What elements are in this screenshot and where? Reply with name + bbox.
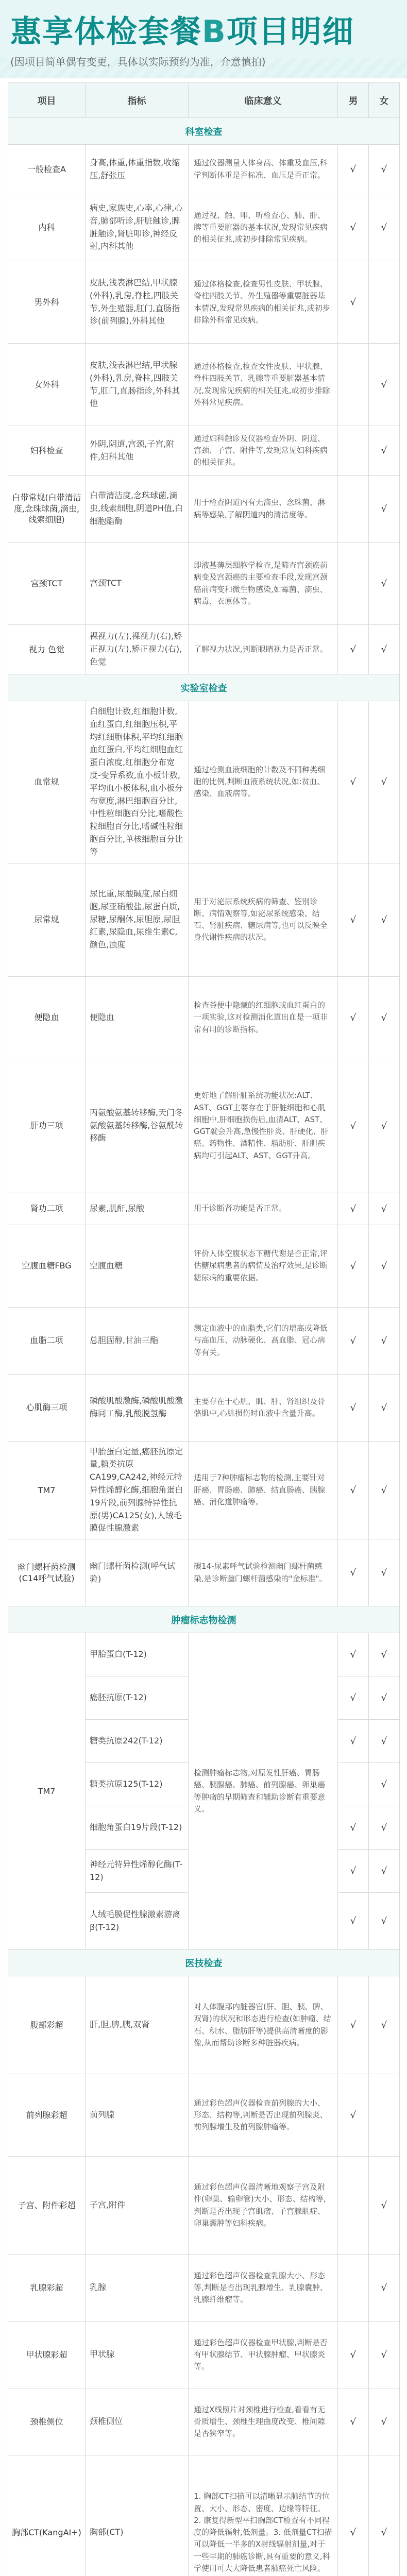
- item-indicator: 白细胞计数,红细胞计数,血红蛋白,红细胞压积,平均红细胞体积,平均红细胞血红蛋白,平均红细胞血红蛋白浓度,红细胞分布宽度-变异系数,血小板计数,平均血小板体积,血小板分布宽度,淋巴细胞百分比,中性粒细胞百分比,嗜酸性粒细胞百分比,嗜碱性粒细胞百分比,单核细胞百分比等: [86, 701, 189, 863]
- table-row: [8, 426, 400, 476]
- female-check: √: [369, 2388, 400, 2455]
- table-row: [8, 1539, 400, 1606]
- item-indicator: 病史,家族史,心率,心律,心音,肺部听诊,肝脏触诊,脾脏触诊,肾脏叩诊,神经反射,内科其他: [86, 194, 189, 261]
- section-label: 实验室检查: [8, 674, 400, 701]
- table-row: [8, 625, 400, 674]
- female-check: √: [369, 194, 400, 261]
- item-meaning: 检测肿瘤标志物,对原发性肝癌、胃肠癌、胰腺癌、肺癌、前列腺癌、卵巢癌等肿瘤的早期筛查和辅助诊断有重要意义。: [189, 1633, 338, 1950]
- male-check: √: [338, 194, 369, 261]
- male-check: √: [338, 1059, 369, 1193]
- section-label: 医技检查: [8, 1950, 400, 1976]
- table-row: [8, 976, 400, 1059]
- item-name: 前列腺彩超: [8, 2074, 86, 2157]
- item-indicator: 宫颈TCT: [86, 543, 189, 625]
- male-check: √: [338, 1225, 369, 1307]
- item-indicator: 总胆固醇,甘油三酯: [86, 1307, 189, 1374]
- table-row: [8, 261, 400, 344]
- item-name: 子宫、附件彩超: [8, 2157, 86, 2255]
- item-name: 男外科: [8, 261, 86, 344]
- male-check: [338, 426, 369, 476]
- item-meaning: 通过体格检查,检查男性皮肤、甲状腺、脊柱四肢关节、外生殖器等重要脏器基本情况,发现常见疾病的相关征兆,或初步排除外科常见疾病。: [189, 261, 338, 344]
- female-check: √: [369, 1763, 400, 1806]
- female-check: √: [369, 145, 400, 194]
- table-row: [8, 344, 400, 426]
- male-check: √: [338, 2321, 369, 2388]
- male-check: √: [338, 1441, 369, 1539]
- male-check: √: [338, 863, 369, 976]
- male-check: [338, 2255, 369, 2321]
- item-name: 血脂二项: [8, 1307, 86, 1374]
- item-meaning: 通过视、触、叩、听检查心、肺、肝、脾等重要脏器的基本状况,发现常见疾病的相关征兆,或初步排除常见疾病。: [189, 194, 338, 261]
- item-meaning: 即液基薄层细胞学检查,是筛查宫颈癌前病变及宫颈癌的主要检查手段,发现宫颈癌前病变和微生物感染,如霉菌、滴虫、病毒、衣原体等。: [189, 543, 338, 625]
- item-indicator: 便隐血: [86, 976, 189, 1059]
- table-row: [8, 476, 400, 543]
- male-check: √: [338, 1893, 369, 1950]
- item-indicator: 胸部(CT): [86, 2455, 189, 2576]
- female-check: [369, 2074, 400, 2157]
- female-check: √: [369, 1307, 400, 1374]
- item-meaning: 了解视力状况,判断眼睛视力是否正常。: [189, 625, 338, 674]
- item-meaning: 用于对泌尿系统疾病的筛查、鉴别诊断、病情观察等,如泌尿系统感染、结石、肾脏疾病、糖尿病等,也可以反映全身代谢性疾病的状况。: [189, 863, 338, 976]
- table-header-row: [8, 83, 400, 118]
- item-name: TM7: [8, 1633, 86, 1950]
- item-name: 腹部彩超: [8, 1976, 86, 2074]
- item-indicator: 甲状腺: [86, 2321, 189, 2388]
- item-indicator: 糖类抗原125(T-12): [86, 1763, 189, 1806]
- male-check: √: [338, 261, 369, 344]
- item-meaning: 通过检测血液细胞的计数及不同种类细胞的比例,判断血液系统状况,如:贫血、感染、血液病等。: [189, 701, 338, 863]
- female-check: √: [369, 1850, 400, 1893]
- item-meaning: 测定血液中的血脂类,它们的增高或降低与高血压、动脉硬化、高血脂、冠心病等有关。: [189, 1307, 338, 1374]
- table-row: [8, 2388, 400, 2455]
- item-indicator: 前列腺: [86, 2074, 189, 2157]
- item-meaning: 通过彩色超声仪器清晰地观察子宫及附件(卵巢、输卵管)大小、形态、结构等,判断是否出现子宫肌瘤、子宫腺肌症、卵巢囊肿等妇科疾病。: [189, 2157, 338, 2255]
- item-meaning: 检查粪便中隐藏的红细胞或血红蛋白的一项实验,这对检测消化道出血是一项非常有用的诊断指标。: [189, 976, 338, 1059]
- item-indicator: 外阴,阴道,宫颈,子宫,附件,妇科其他: [86, 426, 189, 476]
- table-row: [8, 1976, 400, 2074]
- female-check: √: [369, 2455, 400, 2576]
- female-check: √: [369, 2255, 400, 2321]
- item-indicator: 白带清洁度,念珠球菌,滴虫,线索细胞,阴道PH值,白细胞酯酶: [86, 476, 189, 543]
- table-row: [8, 1225, 400, 1307]
- column-header-name: 项目: [8, 83, 86, 118]
- male-check: [338, 2157, 369, 2255]
- section-row: [8, 118, 400, 145]
- section-row: [8, 674, 400, 701]
- column-header-female: 女: [369, 83, 400, 118]
- item-meaning: 用于诊断肾功能是否正常。: [189, 1193, 338, 1225]
- item-name: 甲状腺彩超: [8, 2321, 86, 2388]
- item-indicator: 尿素,肌酐,尿酸: [86, 1193, 189, 1225]
- table-row: [8, 2455, 400, 2576]
- section-label: 科室检查: [8, 118, 400, 145]
- item-indicator: 皮肤,浅表淋巴结,甲状腺(外科),乳房,脊柱,四肢关节,外生殖器,肛门,直肠指诊(前列腺),外科其他: [86, 261, 189, 344]
- table-row: [8, 701, 400, 863]
- male-check: √: [338, 1539, 369, 1606]
- female-check: √: [369, 2157, 400, 2255]
- item-name: 血常规: [8, 701, 86, 863]
- item-meaning: 通过彩色超声仪器检查前列腺的大小、形态、结构等,判断是否出现前列腺炎、前列腺增生及前列腺肿瘤等。: [189, 2074, 338, 2157]
- item-indicator: 神经元特异性烯醇化酶(T-12): [86, 1850, 189, 1893]
- item-name: 白带常规(白带清洁度,念珠球菌,滴虫,线索细胞): [8, 476, 86, 543]
- item-meaning: 通过彩色超声仪器检查乳腺大小、形态等,判断是否出现乳腺增生、乳腺囊肿、乳腺纤维瘤等。: [189, 2255, 338, 2321]
- item-meaning: 更好地了解肝脏系统功能状况:ALT、AST、GGT主要存在于肝脏细胞和心肌细胞中,肝细胞损伤后,血清ALT、AST、GGT就会升高,急慢性肝炎、肝硬化、肝癌、药物性、酒精性、脂肪肝、肝胆疾病均可引起ALT、AST、GGT升高。: [189, 1059, 338, 1193]
- item-name: 胸部CT(KangAI+): [8, 2455, 86, 2576]
- section-label: 肿瘤标志物检测: [8, 1606, 400, 1633]
- page-title: [10, 7, 354, 52]
- table-row: [8, 194, 400, 261]
- table-row: [8, 1307, 400, 1374]
- male-check: √: [338, 1976, 369, 2074]
- male-check: [338, 344, 369, 426]
- female-check: √: [369, 863, 400, 976]
- female-check: √: [369, 1676, 400, 1720]
- female-check: √: [369, 543, 400, 625]
- item-name: 肝功三项: [8, 1059, 86, 1193]
- item-indicator: 甲胎蛋白定量,癌胚抗原定量,糖类抗原CA199,CA242,神经元特异性烯醇化酶,细胞角蛋白19片段,前列腺特异性抗原(男)CA125(女),人绒毛膜促性腺激素: [86, 1441, 189, 1539]
- item-name: 心肌酶三项: [8, 1374, 86, 1441]
- item-name: 乳腺彩超: [8, 2255, 86, 2321]
- female-check: √: [369, 344, 400, 426]
- item-indicator: 糖类抗原242(T-12): [86, 1720, 189, 1763]
- male-check: [338, 1763, 369, 1806]
- table-row: [8, 1059, 400, 1193]
- item-name: 女外科: [8, 344, 86, 426]
- item-meaning: 用于检查阴道内有无滴虫、念珠菌、淋病等感染,了解阴道内的清洁度等。: [189, 476, 338, 543]
- item-indicator: 乳腺: [86, 2255, 189, 2321]
- item-indicator: 癌胚抗原(T-12): [86, 1676, 189, 1720]
- item-meaning: 1. 胸部CT扫描可以清晰显示肺结节的位置、大小、形态、密度、边缘等特征。2. 康复得新型平扫胸部CT检查有不同程度的降低辐射,低剂量。3. 低剂量CT扫描可以降低一半多的X射线辐射剂量,对于一些早期的肺癌诊断,具有重要的意义,科学使用可大大降低患者肺癌死亡风险。: [189, 2455, 338, 2576]
- item-name: 尿常规: [8, 863, 86, 976]
- female-check: √: [369, 1893, 400, 1950]
- item-name: 肾功二项: [8, 1193, 86, 1225]
- table-row: [8, 145, 400, 194]
- item-indicator: 空腹血糖: [86, 1225, 189, 1307]
- item-name: 妇科检查: [8, 426, 86, 476]
- title-suffix: 项目明细: [226, 14, 354, 50]
- female-check: √: [369, 1720, 400, 1763]
- item-indicator: 尿比重,尿酸碱度,尿白细胞,尿亚硝酸盐,尿蛋白质,尿糖,尿酮体,尿胆原,尿胆红素,尿隐血,尿维生素C,颜色,浊度: [86, 863, 189, 976]
- male-check: [338, 476, 369, 543]
- page-subtitle: (因项目简单偶有变更，具体以实际预约为准，介意慎拍): [10, 56, 266, 68]
- male-check: √: [338, 1676, 369, 1720]
- item-name: 便隐血: [8, 976, 86, 1059]
- title-prefix: 惠享体检套餐: [10, 14, 202, 50]
- item-name: 内科: [8, 194, 86, 261]
- female-check: √: [369, 1374, 400, 1441]
- table-row: [8, 543, 400, 625]
- item-indicator: 幽门螺杆菌检测(呼气试验): [86, 1539, 189, 1606]
- male-check: √: [338, 145, 369, 194]
- female-check: √: [369, 1225, 400, 1307]
- male-check: √: [338, 2074, 369, 2157]
- table-row: [8, 2321, 400, 2388]
- item-name: 颈椎侧位: [8, 2388, 86, 2455]
- male-check: √: [338, 1307, 369, 1374]
- item-meaning: 通过体格检查,检查女性皮肤、甲状腺、脊柱四肢关节、乳腺等重要脏器基本情况,发现常见疾病的相关征兆,或初步排除外科常见疾病。: [189, 344, 338, 426]
- male-check: √: [338, 1806, 369, 1850]
- page-header: [0, 0, 407, 78]
- table-row: [8, 2157, 400, 2255]
- item-meaning: 主要存在于心肌、肌、肝、肾组织及骨骼肌中,心肌损伤时血液中含量升高。: [189, 1374, 338, 1441]
- item-indicator: 细胞角蛋白19片段(T-12): [86, 1806, 189, 1850]
- item-indicator: 磷酸肌酸激酶,磷酸肌酸激酶同工酶,乳酸脱氢酶: [86, 1374, 189, 1441]
- table-row: [8, 2255, 400, 2321]
- item-meaning: 通过妇科触诊及仪器检查外阴、阴道、宫颈、子宫、附件等,发现常见妇科疾病的相关征兆。: [189, 426, 338, 476]
- item-indicator: 皮肤,浅表淋巴结,甲状腺(外科),乳房,脊柱,四肢关节,肛门,直肠指诊,外科其他: [86, 344, 189, 426]
- item-indicator: 丙氨酸氨基转移酶,天门冬氨酸氨基转移酶,谷氨酰转移酶: [86, 1059, 189, 1193]
- female-check: √: [369, 625, 400, 674]
- female-check: √: [369, 426, 400, 476]
- male-check: √: [338, 1850, 369, 1893]
- female-check: √: [369, 2321, 400, 2388]
- section-row: [8, 1950, 400, 1976]
- item-name: 空腹血糖FBG: [8, 1225, 86, 1307]
- female-check: √: [369, 1806, 400, 1850]
- item-name: TM7: [8, 1441, 86, 1539]
- table-row: [8, 1633, 400, 1676]
- item-name: 一般检查A: [8, 145, 86, 194]
- item-name: 幽门螺杆菌检测(C14呼气试验): [8, 1539, 86, 1606]
- male-check: √: [338, 1193, 369, 1225]
- title-accent: B: [202, 14, 227, 50]
- section-row: [8, 1606, 400, 1633]
- male-check: √: [338, 976, 369, 1059]
- female-check: √: [369, 1633, 400, 1676]
- item-indicator: 人绒毛膜促性腺激素游离β(T-12): [86, 1893, 189, 1950]
- item-indicator: 甲胎蛋白(T-12): [86, 1633, 189, 1676]
- item-meaning: 通过X线照片对颈椎进行检查,看看有无骨质增生、颈椎生理曲度改变、椎间隙是否狭窄等。: [189, 2388, 338, 2455]
- female-check: √: [369, 1193, 400, 1225]
- item-indicator: 裸视力(左),裸视力(右),矫正视力(左),矫正视力(右),色觉: [86, 625, 189, 674]
- item-indicator: 身高,体重,体重指数,收缩压,舒张压: [86, 145, 189, 194]
- column-header-meaning: 临床意义: [189, 83, 338, 118]
- table-row: [8, 1374, 400, 1441]
- female-check: √: [369, 976, 400, 1059]
- item-indicator: 子宫,附件: [86, 2157, 189, 2255]
- male-check: √: [338, 1633, 369, 1676]
- female-check: √: [369, 1441, 400, 1539]
- item-meaning: 对人体腹部内脏器官(肝、胆、胰、脾、双肾)的状况和形态进行检查(如肿瘤、结石、积水、脂肪肝等)提供高清晰度的影像,从而帮助诊断多种脏器疾病。: [189, 1976, 338, 2074]
- table-row: [8, 1193, 400, 1225]
- item-meaning: 碳14-尿素呼气试验检测幽门螺杆菌感染,是诊断幽门螺杆菌感染的"金标准"。: [189, 1539, 338, 1606]
- male-check: [338, 543, 369, 625]
- table-row: [8, 2074, 400, 2157]
- item-name: 视力 色觉: [8, 625, 86, 674]
- table-row: [8, 1441, 400, 1539]
- item-indicator: 颈椎侧位: [86, 2388, 189, 2455]
- column-header-indicator: 指标: [86, 83, 189, 118]
- item-meaning: 评价人体空腹状态下糖代谢是否正常,评估糖尿病患者的病情及治疗效果,是诊断糖尿病的重要依据。: [189, 1225, 338, 1307]
- male-check: √: [338, 625, 369, 674]
- male-check: √: [338, 701, 369, 863]
- female-check: √: [369, 476, 400, 543]
- item-meaning: 适用于7种肿瘤标志物的检测,主要针对肝癌、胃肠癌、肺癌、结直肠癌、胰腺癌、消化道肿瘤等。: [189, 1441, 338, 1539]
- column-header-male: 男: [338, 83, 369, 118]
- female-check: √: [369, 701, 400, 863]
- female-check: √: [369, 1059, 400, 1193]
- item-indicator: 肝,胆,脾,胰,双肾: [86, 1976, 189, 2074]
- male-check: √: [338, 1720, 369, 1763]
- item-meaning: 通过仪器测量人体身高、体重及血压,科学判断体重是否标准、血压是否正常。: [189, 145, 338, 194]
- female-check: [369, 261, 400, 344]
- package-table: [8, 82, 400, 2576]
- item-name: 宫颈TCT: [8, 543, 86, 625]
- table-row: [8, 863, 400, 976]
- male-check: √: [338, 2455, 369, 2576]
- female-check: √: [369, 1539, 400, 1606]
- female-check: √: [369, 1976, 400, 2074]
- male-check: √: [338, 2388, 369, 2455]
- item-meaning: 通过彩色超声仪器检查甲状腺,判断是否有甲状腺结节、甲状腺肿瘤、甲状腺炎等。: [189, 2321, 338, 2388]
- male-check: √: [338, 1374, 369, 1441]
